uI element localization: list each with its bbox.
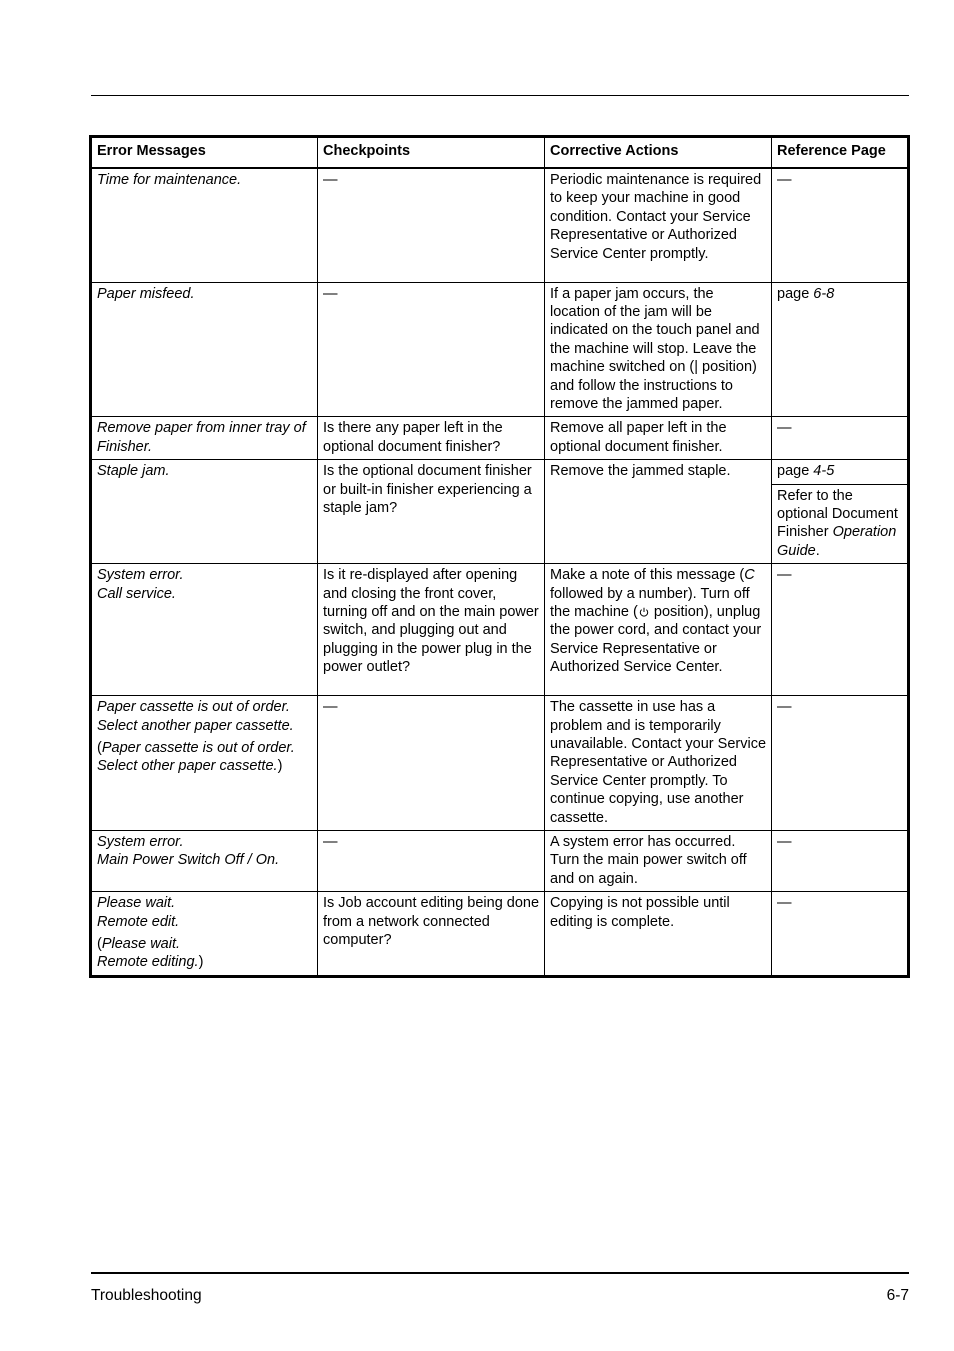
paren-close: ) xyxy=(277,758,283,775)
reference-page-number: 4-5 xyxy=(813,463,835,480)
table-row xyxy=(91,892,909,977)
power-symbol-icon xyxy=(639,607,649,617)
error-message-line: Select another paper cassette. xyxy=(97,717,294,734)
action-text: position), unplug the power cord, and contact your Service Representative or Authorized Service Center. xyxy=(550,604,762,676)
error-message: Time for maintenance. xyxy=(91,168,318,282)
action-text: followed by a number). Turn off the machine ( xyxy=(550,585,750,620)
error-message-line: Main Power Switch Off / On. xyxy=(97,852,280,869)
column-header-checkpoints: Checkpoints xyxy=(318,137,545,169)
reference-page-number: 6-8 xyxy=(813,285,835,302)
column-header-error-messages: Error Messages xyxy=(91,137,318,169)
reference-page xyxy=(772,282,909,417)
reference-guide-title: Operation Guide xyxy=(777,524,897,559)
corrective-action: The cassette in use has a problem and is temporarily unavailable. Contact your Service Representative or Authorized Service Center promptly. To continue copying, use another cassette. xyxy=(545,696,772,831)
checkpoint: Is it re-displayed after opening and closing the front cover, turning off and on the main power switch, and plugging out and plugging in the power plug in the power outlet? xyxy=(318,564,545,696)
column-header-corrective-actions: Corrective Actions xyxy=(545,137,772,169)
checkpoint: — xyxy=(318,831,545,892)
reference-page: — xyxy=(772,564,909,696)
reference-page xyxy=(772,460,909,564)
action-text: Make a note of this message ( xyxy=(550,567,745,584)
reference-page: — xyxy=(772,168,909,282)
footer-section-title: Troubleshooting xyxy=(91,1287,202,1304)
alternate-message-line: Select other paper cassette. xyxy=(97,758,278,775)
error-messages-table xyxy=(89,135,910,978)
error-message xyxy=(91,564,318,696)
paren-open: ( xyxy=(97,936,102,953)
error-message-line: System error. xyxy=(97,834,184,851)
table-row xyxy=(91,168,909,282)
paren-open: ( xyxy=(97,740,102,756)
checkpoint: Is there any paper left in the optional document finisher? xyxy=(318,417,545,460)
error-message: Paper misfeed. xyxy=(91,282,318,417)
checkpoint: Is the optional document finisher or built-in finisher experiencing a staple jam? xyxy=(318,460,545,564)
table-row xyxy=(91,460,909,564)
checkpoint: — xyxy=(318,696,545,831)
error-message-line: Please wait. xyxy=(97,895,176,912)
alternate-message-line: Paper cassette is out of order. xyxy=(101,740,295,756)
checkpoint: — xyxy=(318,168,545,282)
corrective-action: Remove all paper left in the optional document finisher. xyxy=(545,417,772,460)
error-code: C xyxy=(744,567,755,584)
reference-page: — xyxy=(772,417,909,460)
checkpoint: Is Job account editing being done from a network connected computer? xyxy=(318,892,545,977)
corrective-action: If a paper jam occurs, the location of the jam will be indicated on the touch panel and the machine will stop. Leave the machine switched on (| position) and follow the instructions to remove the jammed paper. xyxy=(545,282,772,417)
error-message xyxy=(91,892,318,977)
error-message-line: Remote edit. xyxy=(97,913,180,930)
table-header-row xyxy=(91,137,909,169)
table-row xyxy=(91,696,909,831)
table-row xyxy=(91,417,909,460)
reference-prefix: page xyxy=(777,285,814,302)
error-message: Staple jam. xyxy=(91,460,318,564)
error-message xyxy=(91,696,318,831)
footer-rule xyxy=(91,1272,909,1274)
corrective-action: Remove the jammed staple. xyxy=(545,460,772,564)
error-message-line: Paper cassette is out of order. xyxy=(97,699,290,716)
error-message-line: Call service. xyxy=(97,585,176,602)
table-row xyxy=(91,282,909,417)
reference-page: — xyxy=(772,892,909,977)
reference-guide-end: . xyxy=(815,542,820,559)
column-header-reference-page: Reference Page xyxy=(772,137,909,169)
reference-guide-note xyxy=(772,484,907,564)
reference-guide-text: Refer to the optional Document Finisher xyxy=(777,487,898,541)
corrective-action: Copying is not possible until editing is complete. xyxy=(545,892,772,977)
error-message: Remove paper from inner tray of Finisher. xyxy=(91,417,318,460)
corrective-action: A system error has occurred. Turn the main power switch off and on again. xyxy=(545,831,772,892)
page-number: 6-7 xyxy=(886,1287,909,1304)
reference-page: — xyxy=(772,696,909,831)
table-row xyxy=(91,831,909,892)
alternate-message-line: Please wait. xyxy=(101,936,181,953)
reference-prefix: page xyxy=(777,463,814,480)
table-row xyxy=(91,564,909,696)
header-rule xyxy=(91,95,909,96)
error-message xyxy=(91,831,318,892)
corrective-action xyxy=(545,564,772,696)
corrective-action: Periodic maintenance is required to keep your machine in good condition. Contact your Service Representative or Authorized Service Center promptly. xyxy=(545,168,772,282)
checkpoint: — xyxy=(318,282,545,417)
reference-page-link xyxy=(772,460,907,483)
alternate-message xyxy=(97,935,313,972)
error-message-line: System error. xyxy=(97,567,184,584)
alternate-message xyxy=(97,739,313,776)
reference-page: — xyxy=(772,831,909,892)
alternate-message-line: Remote editing. xyxy=(97,954,199,971)
paren-close: ) xyxy=(198,954,204,971)
